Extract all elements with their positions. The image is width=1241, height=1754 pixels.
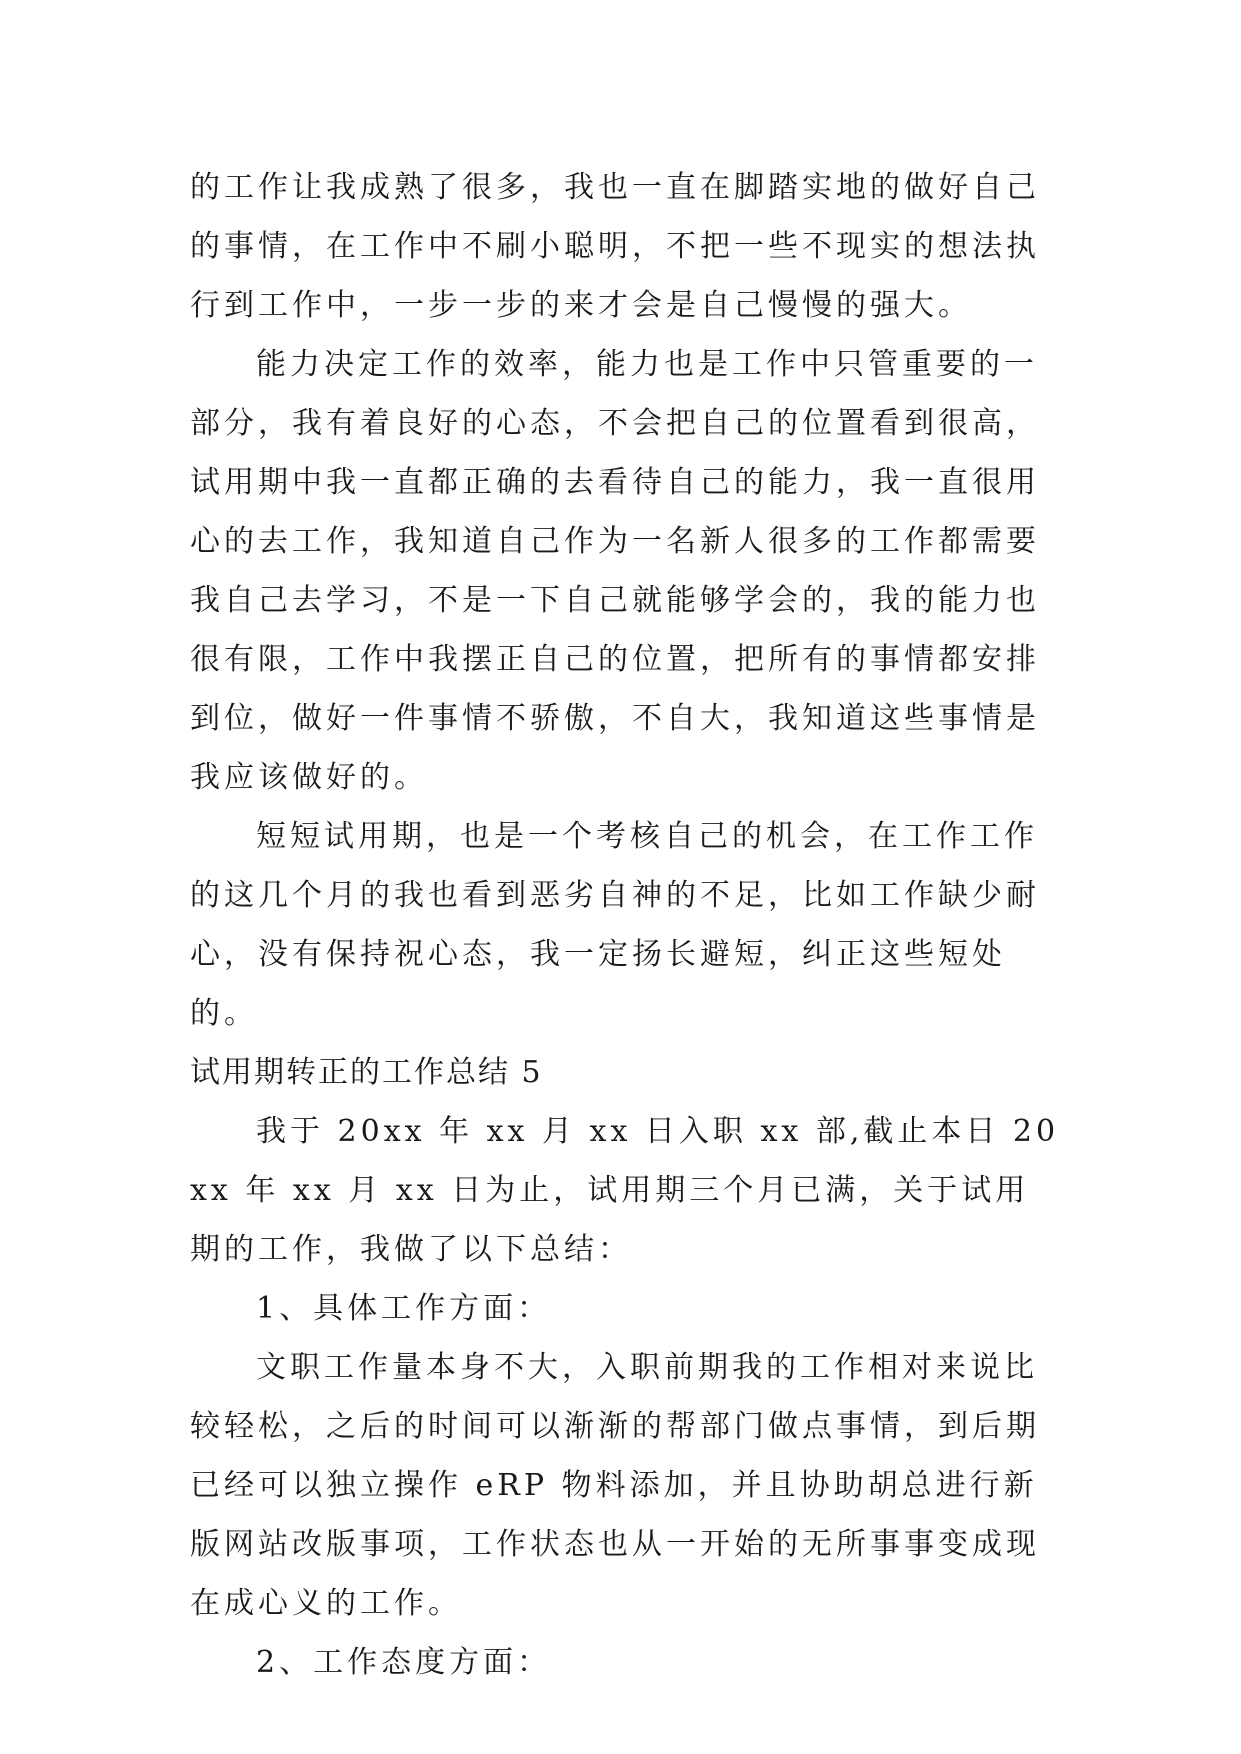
document-body — [190, 158, 1060, 1692]
paragraph-intro: 我于 20xx 年 xx 月 xx 日入职 xx 部,截止本日 20xx 年 xx 月 xx 日为止，试用期三个月已满，关于试用期的工作，我做了以下总结： — [190, 1114, 1060, 1267]
section-heading: 试用期转正的工作总结 5 — [190, 1055, 543, 1090]
subheading-specific-work: 1、具体工作方面： — [256, 1291, 552, 1326]
paragraph-ability: 能力决定工作的效率，能力也是工作中只管重要的一部分，我有着良好的心态，不会把自己的位置看到很高，试用期中我一直都正确的去看待自己的能力，我一直很用心的去工作，我知道自己作为一名新人很多的工作都需要我自己去学习，不是一下自己就能够学会的，我的能力也很有限，工作中我摆正自己的位置，把所有的事情都安排到位，做好一件事情不骄傲，不自大，我知道这些事情是我应该做好的。 — [190, 347, 1040, 795]
subheading-work-attitude: 2、工作态度方面： — [256, 1645, 552, 1680]
paragraph-probation-review: 短短试用期，也是一个考核自己的机会，在工作工作的这几个月的我也看到恶劣自神的不足，比如工作缺少耐心，没有保持祝心态，我一定扬长避短，纠正这些短处的。 — [190, 819, 1040, 1031]
paragraph-clerical-work: 文职工作量本身不大，入职前期我的工作相对来说比较轻松，之后的时间可以渐渐的帮部门做点事情，到后期已经可以独立操作 eRP 物料添加，并且协助胡总进行新版网站改版事项，工作状态也从一开始的无所事事变成现在成心义的工作。 — [190, 1350, 1040, 1621]
paragraph-continuation: 的工作让我成熟了很多，我也一直在脚踏实地的做好自己的事情，在工作中不刷小聪明，不把一些不现实的想法执行到工作中，一步一步的来才会是自己慢慢的强大。 — [190, 170, 1040, 323]
